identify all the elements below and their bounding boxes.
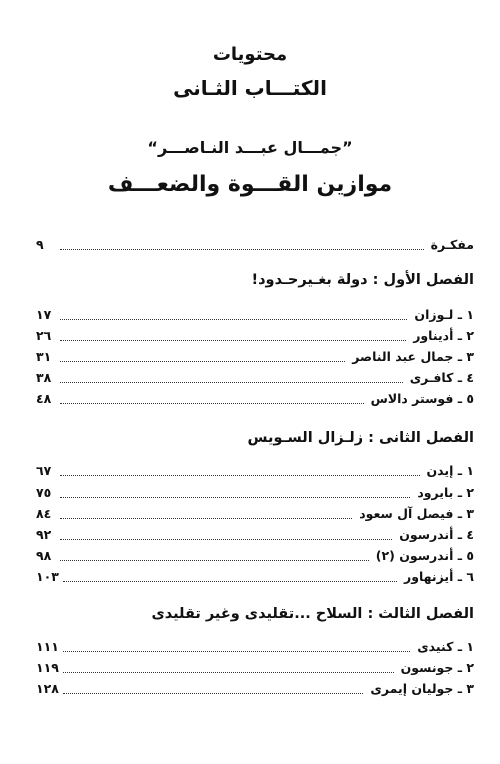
dot-leader [60,403,364,404]
dot-leader [60,475,420,476]
chapter-heading: الفصل الثالث : السلاح ...تقليدى وغير تقليدى [151,606,474,622]
toc-entry[interactable] [36,325,474,345]
toc-entry[interactable] [36,545,474,565]
chapter-heading: الفصل الأول : دولة بغـيرحـدود! [251,272,474,288]
dot-leader [60,518,352,519]
toc-entry-label: ٣ ـ جوليان إيمرى [370,681,474,696]
toc-entry-page: ١١٩ [36,660,59,675]
toc-entry-label: ١ ـ كنيدى [417,639,474,654]
toc-entry-page: ١٧ [36,307,52,322]
dot-leader [60,319,407,320]
contents-title: محتويات [212,44,288,65]
dot-leader [63,581,397,582]
toc-entry[interactable] [36,482,474,502]
toc-entry[interactable] [36,657,474,677]
dot-leader [60,340,406,341]
toc-entry-page: ٣٨ [36,370,52,385]
toc-entry-page: ٩٨ [36,548,52,563]
toc-entry-label: ٢ ـ بايرود [417,485,474,500]
dot-leader [60,497,410,498]
toc-entry[interactable] [36,304,474,324]
dot-leader [63,693,364,694]
toc-entry-label: ٦ ـ أيزنهاور [404,569,474,584]
toc-entry-page: ٩٢ [36,527,52,542]
toc-entry-label: مفكـرة [430,237,474,252]
toc-entry-label: ٤ ـ كافـرى [409,370,474,385]
toc-entry-label: ١ ـ إيدن [426,463,474,478]
subtitle-heading: موازين القـــوة والضعـــف [107,172,393,197]
dot-leader [63,672,394,673]
toc-entry-label: ٢ ـ أديناور [413,328,474,343]
subject-heading: ”جمـــال عبـــد النـاصـــر“ [147,138,353,157]
toc-entry[interactable] [36,460,474,480]
chapter-heading: الفصل الثانى : زلـزال السـويس [247,430,474,446]
toc-entry[interactable] [36,346,474,366]
dot-leader [63,651,410,652]
toc-entry[interactable] [36,678,474,698]
dot-leader [60,361,345,362]
toc-entry[interactable] [36,503,474,523]
toc-entry[interactable] [36,388,474,408]
toc-entry-page: ٣١ [36,349,52,364]
toc-entry-page: ٢٦ [36,328,52,343]
toc-entry-label: ٥ ـ أندرسون (٢) [375,548,474,563]
toc-entry-label: ٣ ـ جمال عبد الناصر [352,349,474,364]
book-title: الكتـــاب الثـانى [173,76,327,100]
toc-entry-intro[interactable] [36,234,474,254]
dot-leader [60,382,403,383]
toc-entry-label: ٢ ـ جونسون [400,660,474,675]
toc-entry-page: ٨٤ [36,506,52,521]
toc-entry-page: ١٠٣ [36,569,59,584]
toc-entry[interactable] [36,524,474,544]
toc-entry-label: ١ ـ لـوزان [414,307,474,322]
toc-entry[interactable] [36,566,474,586]
dot-leader [60,560,369,561]
toc-entry-page: ٧٥ [36,485,52,500]
dot-leader [60,539,392,540]
toc-entry-label: ٣ ـ فيصل آل سعود [359,506,474,521]
toc-entry-page: ١٢٨ [36,681,59,696]
toc-entry-page: ٤٨ [36,391,52,406]
dot-leader [60,249,424,250]
toc-entry[interactable] [36,367,474,387]
toc-entry-label: ٤ ـ أندرسون [399,527,474,542]
toc-entry-label: ٥ ـ فوستر دالاس [370,391,474,406]
toc-entry[interactable] [36,636,474,656]
toc-entry-page: ٩ [36,237,44,252]
toc-entry-page: ١١١ [36,639,59,654]
toc-entry-page: ٦٧ [36,463,52,478]
